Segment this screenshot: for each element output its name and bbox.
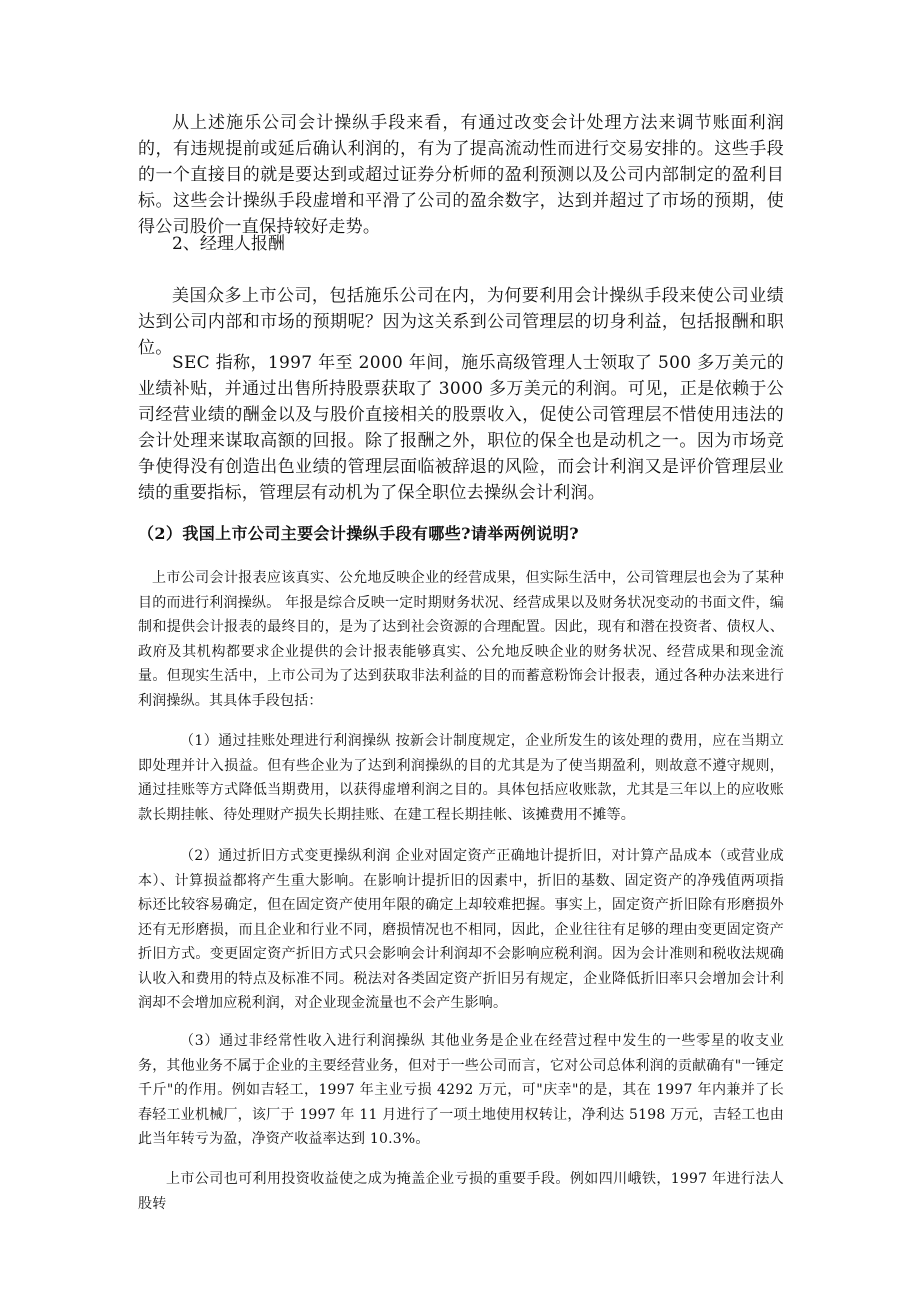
- section-heading-manager-pay: 2、经理人报酬: [172, 234, 285, 254]
- paragraph-pay-motive: 美国众多上市公司，包括施乐公司在内，为何要利用会计操纵手段来使公司业绩达到公司内部和市场的预期呢？因为这关系到公司管理层的切身利益，包括报酬和职位。: [138, 286, 784, 358]
- paragraph-china-overview: 上市公司会计报表应该真实、公允地反映企业的经营成果，但实际生活中，公司管理层也会为了某种目的而进行利润操纵。 年报是综合反映一定时期财务状况、经营成果以及财务状况变动的书面文件，编制和提供会计报表的最终目的，是为了达到社会资源的合理配置。因此，现有和潜在投资者、债权人、政府及其机构都要求企业提供的会计报表能够真实、公允地反映企业的财务状况、经营成果和现金流量。但现实生活中，上市公司为了达到获取非法利益的目的而蓄意粉饰会计报表，通过各种办法来进行利润操纵。其具体手段包括：: [138, 570, 784, 709]
- question-heading: （2）我国上市公司主要会计操纵手段有哪些?请举两例说明?: [138, 524, 580, 543]
- paragraph-investment-income: 上市公司也可利用投资收益使之成为掩盖企业亏损的重要手段。例如四川峨铁，1997 年进行法人股转: [138, 1171, 784, 1212]
- paragraph-method-3: （3）通过非经常性收入进行利润操纵 其他业务是企业在经营过程中发生的一些零星的收支业务，其他业务不属于企业的主要经营业务，但对于一些公司而言，它对公司总体利润的贡献确有"一锤定千斤"的作用。例如吉轻工，1997 年主业亏损 4292 万元，可"庆幸"的是，其在 1997 年内兼并了长春轻工业机械厂，该厂于 1997 年 11 月进行了一项土地使用权转让，净利达 5198 万元，吉轻工也由此当年转亏为盈，净资产收益率达到 10.3%。: [138, 1033, 784, 1147]
- paragraph-intro: 从上述施乐公司会计操纵手段来看，有通过改变会计处理方法来调节账面利润的，有违规提前或延后确认利润的，有为了提高流动性而进行交易安排的。这些手段的一个直接目的就是要达到或超过证券分析师的盈利预测以及公司内部制定的盈利目标。这些会计操纵手段虚增和平滑了公司的盈余数字，达到并超过了市场的预期，使得公司股价一直保持较好走势。: [138, 113, 784, 237]
- paragraph-method-1: （1）通过挂账处理进行利润操纵 按新会计制度规定，企业所发生的该处理的费用，应在当期立即处理并计入损益。但有些企业为了达到利润操纵的目的尤其是为了使当期盈利，则故意不遵守规则，通过挂账等方式降低当期费用，以获得虚增利润之目的。具体包括应收账款，尤其是三年以上的应收账款长期挂帐、待处理财产损失长期挂账、在建工程长期挂帐、该摊费用不摊等。: [138, 733, 784, 823]
- paragraph-sec-claims: SEC 指称，1997 年至 2000 年间，施乐高级管理人士领取了 500 多万美元的业绩补贴，并通过出售所持股票获取了 3000 多万美元的利润。可见，正是依赖于公司经营业绩的酬金以及与股价直接相关的股票收入，促使公司管理层不惜使用违法的会计处理来谋取高额的回报。除了报酬之外，职位的保全也是动机之一。因为市场竞争使得没有创造出色业绩的管理层面临被辞退的风险，而会计利润又是评价管理层业绩的重要指标，管理层有动机为了保全职位去操纵会计利润。: [138, 353, 784, 503]
- paragraph-method-2: （2）通过折旧方式变更操纵利润 企业对固定资产正确地计提折旧，对计算产品成本（或营业成本）、计算损益都将产生重大影响。在影响计提折旧的因素中，折旧的基数、固定资产的净残值两项指标还比较容易确定，但在固定资产使用年限的确定上却较难把握。事实上，固定资产折旧除有形磨损外还有无形磨损，而且企业和行业不同，磨损情况也不相同，因此，企业往往有足够的理由变更固定资产折旧方式。变更固定资产折旧方式只会影响会计利润却不会影响应税利润。因为会计准则和税收法规确认收入和费用的特点及标准不同。税法对各类固定资产折旧另有规定，企业降低折旧率只会增加会计利润却不会增加应税利润，对企业现金流量也不会产生影响。: [138, 848, 784, 1011]
